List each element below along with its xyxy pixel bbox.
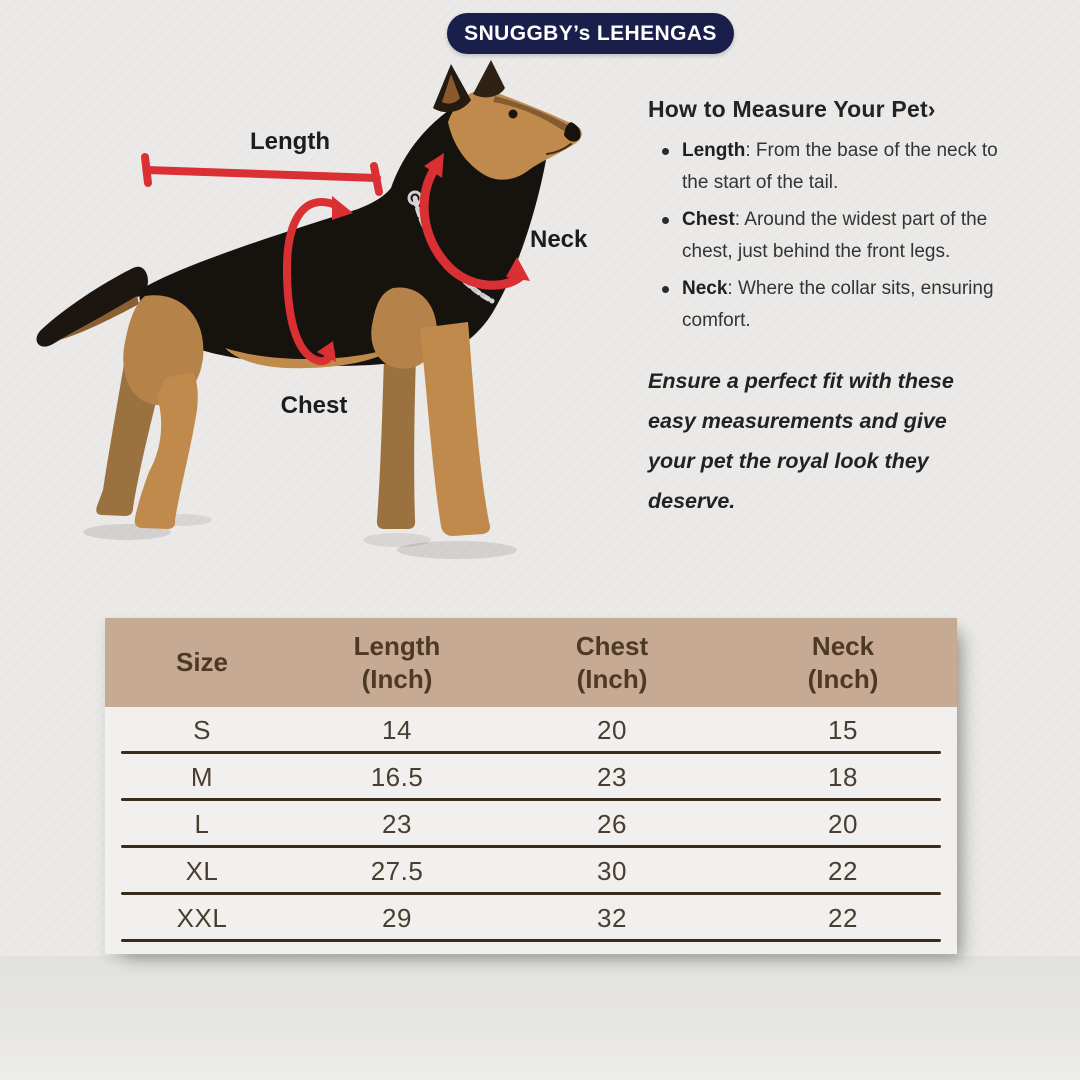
instructions-list bbox=[648, 135, 1020, 337]
table-row-xl: XL 27.5 30 22 bbox=[105, 848, 957, 895]
table-row-xxl: XXL 29 32 22 bbox=[105, 895, 957, 942]
header-neck: Neck (Inch) bbox=[807, 630, 879, 694]
instruction-item-neck: Neck: Where the collar sits, ensuring comfort. bbox=[648, 273, 1024, 337]
length-label: Length bbox=[250, 128, 330, 155]
instructions-panel bbox=[648, 96, 1020, 521]
table-row-s: S 14 20 15 bbox=[105, 707, 957, 754]
brand-badge-label: SNUGGBY’s LEHENGAS bbox=[464, 21, 717, 45]
neck-label: Neck bbox=[530, 226, 588, 253]
size-chart-panel bbox=[105, 618, 957, 954]
chest-label: Chest bbox=[280, 392, 348, 419]
instructions-heading: How to Measure Your Pet› bbox=[648, 96, 936, 122]
brand-badge bbox=[447, 13, 734, 54]
table-row-m: M 16.5 23 18 bbox=[105, 754, 957, 801]
instruction-item-chest: Chest: Around the widest part of the chest, just behind the front legs. bbox=[648, 204, 1024, 268]
instruction-item-length: Length: From the base of the neck to the start of the tail. bbox=[648, 135, 1024, 199]
header-length: Length (Inch) bbox=[353, 630, 441, 694]
fit-note: Ensure a perfect fit with these easy measurements and give your pet the royal look they deserve. bbox=[648, 369, 954, 513]
header-size: Size bbox=[175, 647, 229, 677]
table-row-l: L 23 26 20 bbox=[105, 801, 957, 848]
size-chart-header bbox=[105, 618, 957, 707]
floor-shadow bbox=[0, 956, 1080, 1080]
header-chest: Chest (Inch) bbox=[575, 630, 649, 694]
